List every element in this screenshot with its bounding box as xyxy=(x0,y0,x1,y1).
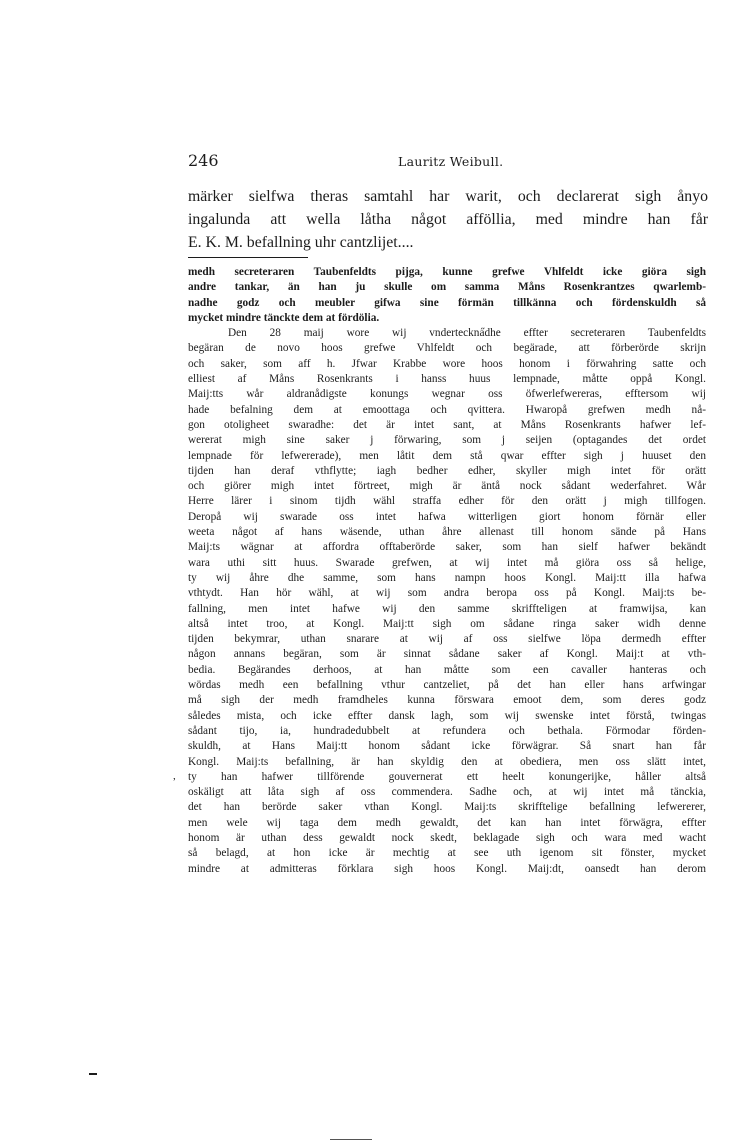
footnote-line: så belagd, at hon icke är mechtig at see uth igenom sit fönster, mycket xyxy=(188,847,706,860)
footnote-line: tijden han deraf vthflytte; iagh bedher edher, skyller migh intet för orätt xyxy=(188,464,706,477)
footnote-line: bedia. Begärandes derhoos, at han måtte som een cavaller hanteras och xyxy=(188,663,706,676)
footnote-line: må sigh der medh framdheles kunna förswara emoot dem, som deres godz xyxy=(188,694,706,707)
footnote-line: sådant tijo, ia, hundradedubbelt at refundera och bethala. Förmodar förden- xyxy=(188,724,706,737)
footnote-line: och giörer migh intet förtreet, migh är äntå nock sådant wederfahret. Wår xyxy=(188,480,706,493)
footnote-line: gon otoligheet swaradhe: det är intet sant, at Måns Rosenkrants hafwer lef- xyxy=(188,418,706,431)
footnote-line: begäran de novo hoos grefwe Vhlfeldt och begärade, att förberörde skrijn xyxy=(188,342,706,355)
footnote-line: vthtydt. Han hör wähl, at wij som andra beropa oss på Kongl. Maij:ts be- xyxy=(188,587,706,600)
footnote-line: ty wij åhre dhe samme, som hans nampn hoos Kongl. Maij:tt illa hafwa xyxy=(188,571,706,584)
footnote-line: honom är uthan dess gewaldt nock skedt, beklagade sigh och wara med wacht xyxy=(188,831,706,844)
footnote-separator xyxy=(188,257,308,258)
footnote-line: Maij:ts wägnar at affordra offtaberörde saker, som han sielf hafwer bekändt xyxy=(188,541,706,554)
footnote-line: någon annans begäran, som är sinnat sådane saker af Kongl. Maij:t at vth- xyxy=(188,648,706,661)
footnote-line: mycket mindre tänckte dem at fördölia. xyxy=(188,311,380,324)
footnote-line: men wele wij taga dem medh gewaldt, det kan han intet förwägra, effter xyxy=(188,816,706,829)
footnote-line: elliest af Måns Rosenkrants i hanss huus lempnade, måtte oppå Kongl. xyxy=(188,373,706,386)
footnote-line: wererat migh sine saker j förwaring, som j seijen (optagandes det ordet xyxy=(188,434,706,447)
main-text-block xyxy=(188,185,708,254)
footnote-line: Kongl. Maij:ts befallning, är han skyldig den at obediera, men oss slätt intet, xyxy=(188,755,706,768)
stray-dash-mark xyxy=(89,1073,97,1075)
running-head: Lauritz Weibull. xyxy=(398,154,504,169)
footnote-block xyxy=(188,265,706,877)
main-text-line: ingalunda att wella låtha något afföllia, med mindre han får xyxy=(188,211,708,228)
margin-mark: , xyxy=(173,770,176,782)
footnote-line: således mista, och icke effter dansk lagh, som wij swenske intet förstå, twingas xyxy=(188,709,706,722)
footnote-line: Herre lärer i sinom tijdh wähl straffa edher för den orätt j migh tillfogen. xyxy=(188,495,706,508)
footnote-line: hade befalning dem at emoottaga och qvittera. Hwaropå grefwen medh nå- xyxy=(188,403,706,416)
footnote-line: wara uthi sitt huus. Swarade grefwen, at wij intet må giöra oss så helige, xyxy=(188,556,706,569)
footnote-line: medh secreteraren Taubenfeldts pijga, kunne grefwe Vhlfeldt icke giöra sigh xyxy=(188,266,706,278)
footnote-line: Den 28 maij wore wij vnderteckna̋dhe effter secreteraren Taubenfeldts xyxy=(228,327,706,340)
page-number: 246 xyxy=(188,151,219,170)
footnote-line: Maij:tts wår aldranådigste konungs wegnar oss öfwerlefwereras, efftersom wij xyxy=(188,388,706,401)
footnote-line: mindre at admitteras förklara sigh hoos Kongl. Maij:dt, oansedt han derom xyxy=(188,862,706,875)
main-text-line: märker sielfwa theras samtahl har warit, och declarerat sigh ånyo xyxy=(188,188,708,205)
footnote-line: wördas medh een befallning vthur cantzeliet, på det han eller hans arfwingar xyxy=(188,679,706,692)
footnote-line: oskäligt att låta sigh af oss commendera. Sadhe och, at wij intet må tänckia, xyxy=(188,786,706,799)
footnote-line: andre tankar, än han ju skulle om samma Måns Rosenkrantzes qwarlemb- xyxy=(188,281,706,294)
main-text-line: E. K. M. befallning uhr cantzlijet.... xyxy=(188,234,414,251)
footnote-line: Deropå wij swarade oss intet hafwa witterligen giort honom förnär eller xyxy=(188,510,706,523)
footnote-line: altså intet troo, at Kongl. Maij:tt sigh om sådane ringa saker widh denne xyxy=(188,617,706,630)
footnote-line: fallning, men intet hafwe wij den samme skriffteligen at framwijsa, kan xyxy=(188,602,706,615)
footnote-line: skuldh, at Hans Maij:tt honom sådant icke förwägrar. Så snart han får xyxy=(188,740,706,753)
page-header xyxy=(188,151,706,173)
footnote-line: nadhe godz och meubler gifwa sine förmän tillkänna och fördenskuldh så xyxy=(188,296,706,309)
footnote-line: ty han hafwer tillförende gouvernerat ett heelt konungerijke, håller altså xyxy=(188,770,706,783)
footnote-line: lempnade för lefwererade), men låtit dem stå qwar effter sigh j huuset den xyxy=(188,449,706,462)
bottom-scan-mark xyxy=(330,1139,372,1140)
footnote-line: weeta något af hans wäsende, uthan åhre allenast till honom sände på Hans xyxy=(188,526,706,539)
footnote-line: det han berörde saker vthan Kongl. Maij:ts skrifftelige befallning lefwererer, xyxy=(188,801,706,814)
footnote-line: tijden bekymrar, uthan snarare at wij af oss sielfwe löpa dermedh effter xyxy=(188,633,706,646)
footnote-line: och saker, som aff h. Jfwar Krabbe wore hoos honom i förwahring satte och xyxy=(188,357,706,370)
